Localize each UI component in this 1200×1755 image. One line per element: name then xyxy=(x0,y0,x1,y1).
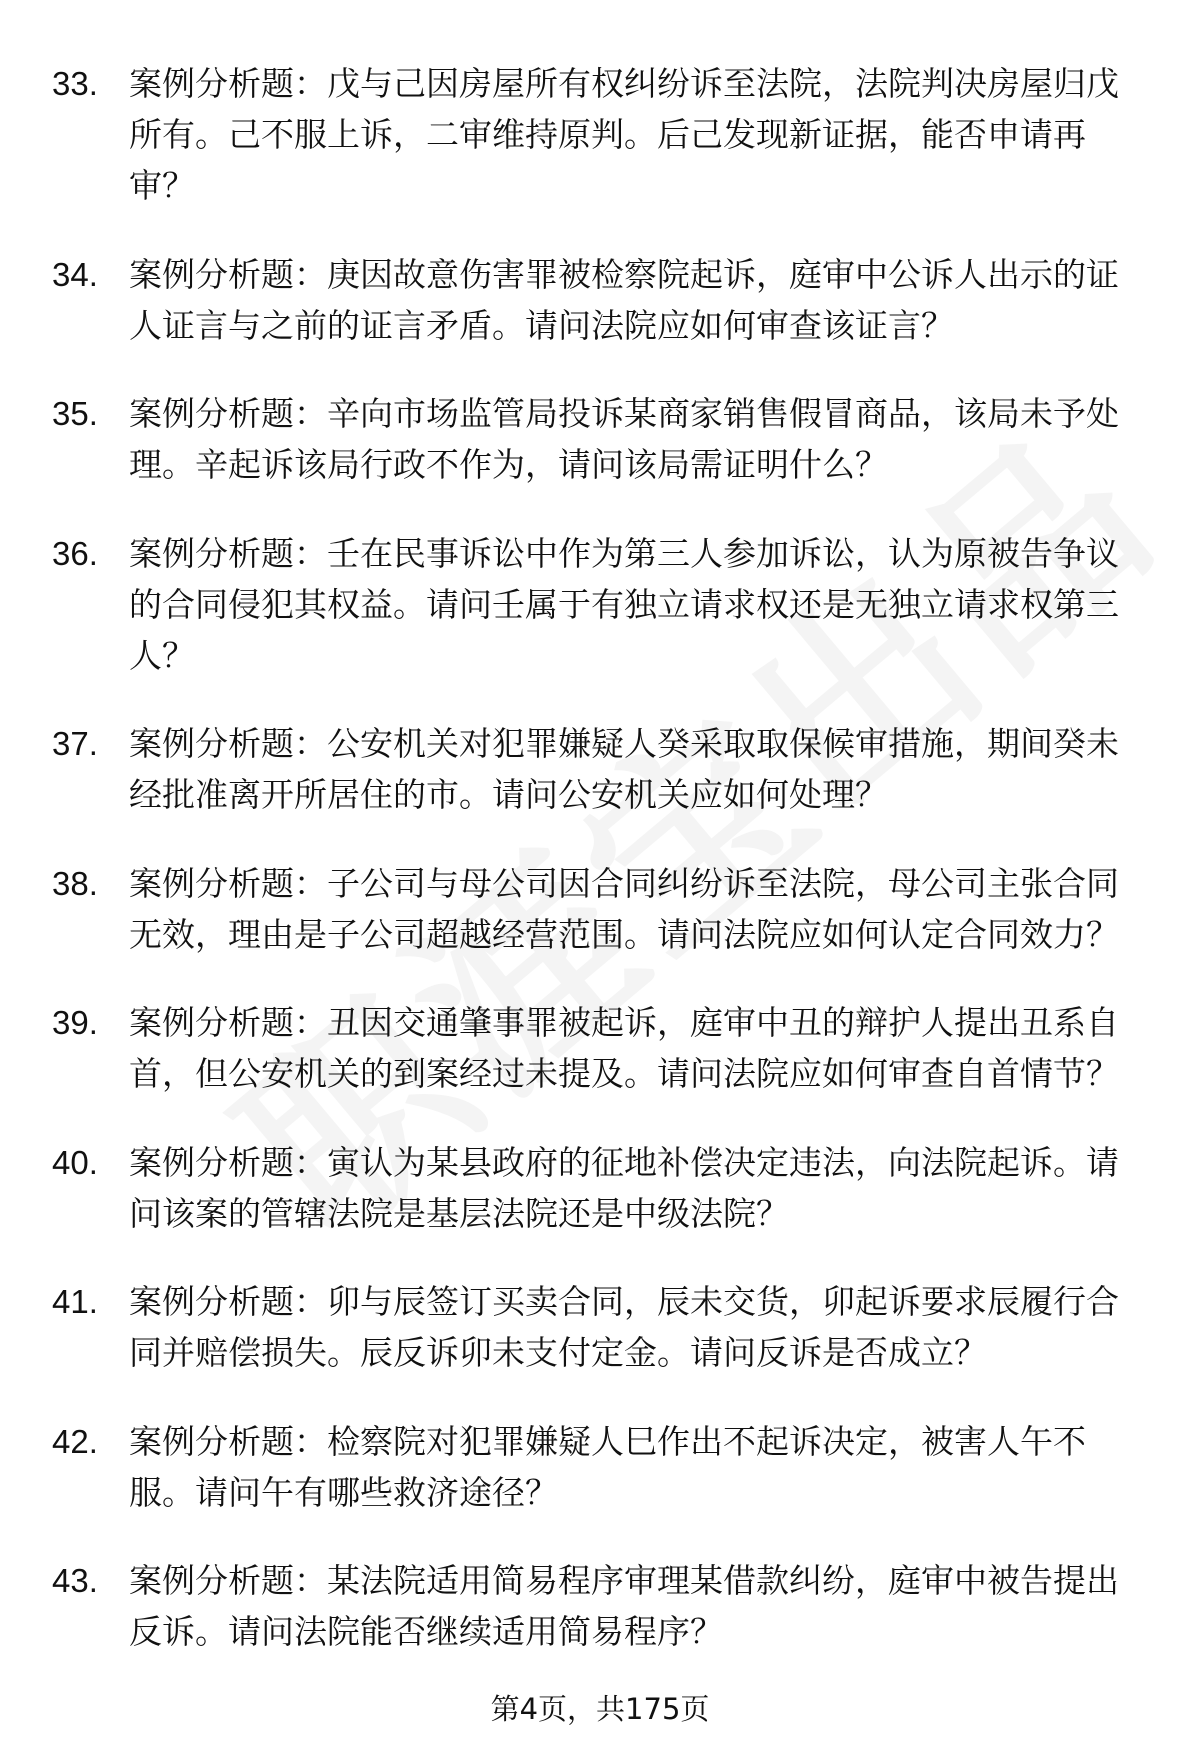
page-footer xyxy=(0,1687,1200,1731)
question-text: 案例分析题：公安机关对犯罪嫌疑人癸采取取保候审措施，期间癸未经批准离开所居住的市。请问公安机关应如何处理？ xyxy=(129,724,1119,814)
question-text: 案例分析题：卯与辰签订买卖合同，辰未交货，卯起诉要求辰履行合同并赔偿损失。辰反诉卯未支付定金。请问反诉是否成立？ xyxy=(129,1282,1119,1372)
question-item xyxy=(0,58,1200,211)
question-item xyxy=(0,1416,1200,1518)
question-item xyxy=(0,1555,1200,1657)
question-item xyxy=(0,858,1200,960)
question-number: 41. xyxy=(52,1283,98,1320)
question-text: 案例分析题：子公司与母公司因合同纠纷诉至法院，母公司主张合同无效，理由是子公司超越经营范围。请问法院应如何认定合同效力？ xyxy=(129,863,1119,954)
question-text: 案例分析题：庚因故意伤害罪被检察院起诉，庭审中公诉人出示的证人证言与之前的证言矛盾。请问法院应如何审查该证言？ xyxy=(129,254,1119,345)
question-item xyxy=(0,997,1200,1099)
question-number: 39. xyxy=(52,1004,98,1041)
question-number: 40. xyxy=(52,1143,98,1181)
question-item xyxy=(0,1137,1200,1239)
page-number-label: 第4页，共175页 xyxy=(490,1692,710,1726)
question-text: 案例分析题：丑因交通肇事罪被起诉，庭审中丑的辩护人提出丑系自首，但公安机关的到案经过未提及。请问法院应如何审查自首情节？ xyxy=(129,1003,1119,1093)
question-text: 案例分析题：戊与己因房屋所有权纠纷诉至法院，法院判决房屋归戊所有。己不服上诉，二审维持原判。后己发现新证据，能否申请再审？ xyxy=(129,64,1119,205)
question-number: 38. xyxy=(52,864,98,902)
question-text: 案例分析题：某法院适用简易程序审理某借款纠纷，庭审中被告提出反诉。请问法院能否继续适用简易程序？ xyxy=(129,1561,1119,1651)
question-item xyxy=(0,249,1200,351)
question-list xyxy=(0,58,1200,1695)
question-number: 34. xyxy=(52,255,98,293)
question-text: 案例分析题：检察院对犯罪嫌疑人巳作出不起诉决定，被害人午不服。请问午有哪些救济途径？ xyxy=(129,1421,1086,1512)
question-item xyxy=(0,1276,1200,1378)
question-item xyxy=(0,718,1200,820)
question-text: 案例分析题：壬在民事诉讼中作为第三人参加诉讼，认为原被告争议的合同侵犯其权益。请问壬属于有独立请求权还是无独立请求权第三人？ xyxy=(129,533,1119,675)
question-text: 案例分析题：辛向市场监管局投诉某商家销售假冒商品，该局未予处理。辛起诉该局行政不作为，请问该局需证明什么？ xyxy=(129,394,1119,484)
question-number: 35. xyxy=(52,395,98,432)
question-item xyxy=(0,528,1200,681)
question-number: 42. xyxy=(52,1422,98,1460)
question-text: 案例分析题：寅认为某县政府的征地补偿决定违法，向法院起诉。请问该案的管辖法院是基层法院还是中级法院？ xyxy=(129,1142,1119,1233)
question-number: 33. xyxy=(52,65,98,102)
question-number: 43. xyxy=(52,1562,98,1599)
question-number: 37. xyxy=(52,725,98,762)
question-item xyxy=(0,388,1200,490)
question-number: 36. xyxy=(52,534,98,572)
